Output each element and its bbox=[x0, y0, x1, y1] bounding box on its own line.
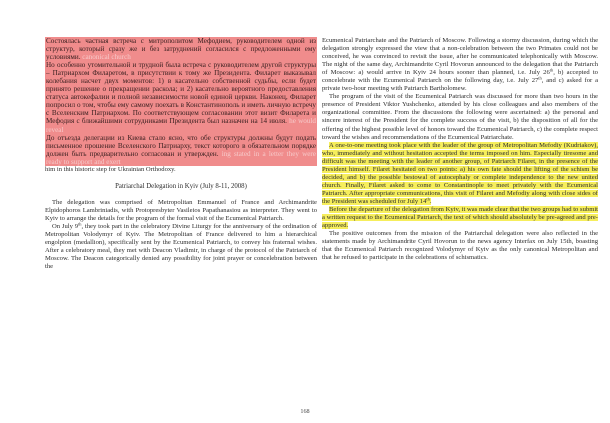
highlighted-paragraph-meeting bbox=[322, 142, 598, 206]
right-column bbox=[322, 37, 598, 262]
english-paragraph-july9 bbox=[45, 223, 317, 271]
superscript: th bbox=[426, 196, 430, 202]
text-segment: . bbox=[429, 197, 432, 205]
english-paragraph-outcomes: The positive outcomes from the mission of the Patriarchal delegation were also reflected in the statements made by Archimandrite Cyril Hovorun to the news agency Interfax on July 15th, boasting that the Ecumenical Patriarch recognized Volodymyr of Kyiv as the only canonical Metropolitan and that he refused to participate in the celebrations of schismatics. bbox=[322, 230, 598, 262]
left-column bbox=[45, 37, 317, 271]
section-heading: Patriarchal Delegation in Kyiv (July 8-11, 2008) bbox=[115, 182, 247, 190]
faded-underlying-text-1: canonical church bbox=[82, 53, 131, 62]
superscript: th bbox=[78, 221, 82, 227]
faded-underlying-text-3: ing stated in a letter they were ready to support and exert bbox=[46, 149, 316, 166]
text-segment: Ecumenical Patriarchate and the Patriarch of Moscow. Following a stormy discussion, during which the delegation strongly expressed the view that a non-celebration between the two Primates could not be conceived, he was convinced to revisit the issue, after he communicated telephonically with Moscow. The night of the same day, Archimandrite Cyril Hovorun announced to the delegation that the Patriarch of Moscow: a) would arrive in Kyiv 24 hours sooner than planned, i.e. July 26 bbox=[322, 37, 598, 77]
russian-paragraph-1 bbox=[45, 37, 317, 61]
page-number: 168 bbox=[300, 408, 310, 415]
highlighted-paragraph-departure bbox=[322, 206, 598, 230]
yellow-highlight bbox=[322, 142, 598, 205]
russian-paragraph-2 bbox=[45, 61, 317, 133]
text-segment: , and c) asked for a private two-hour meeting with Patriarch Bartholomew. bbox=[322, 77, 599, 93]
yellow-highlight: Before the departure of the delegation from Kyiv, it was made clear that the two groups had to submit a written request to the Ecumenical Patriarch, the text of which should absolutely be pre-agreed and pre-approved. bbox=[322, 205, 598, 230]
english-paragraph-program: The program of the visit of the Ecumenical Patriarch was discussed for more than two hours in the presence of President Viktor Yushchenko, attended by his close colleagues and also members of the organizational committee. From the discussions the following were ascertained: a) the personal and sincere interest of the President for the complete success of the visit, b) the disposition of all for the offering of the highest possible level of honors toward the Ecumenical Patriarch, c) the complete respect toward the wishes and recommendations of the Ecumenical Patriarchate. bbox=[322, 93, 598, 141]
faded-underlying-text-2: he would reveal bbox=[46, 117, 316, 134]
text-segment: , b) accepted to concelebrate with the Ecumenical Patriarch on the following day, i.e. July 27 bbox=[322, 69, 598, 85]
russian-text-3: До отъезда делегации из Киева стало ясно, что обе структуры должны будут подать письменное прошение Вселенского Патриарху, текст которого в обязательном порядке должен быть предварительно согласован и утвержден. bbox=[46, 133, 316, 158]
russian-paragraph-3 bbox=[45, 134, 317, 166]
text-segment: A one-to-one meeting took place with the leader of the group of Metropolitan Mefodiy (Kudriakov), who, immediately and without hesitation accepted the terms imposed on him. Especially tiresome and difficult was the meeting with the leader of another group, of Patriarch Filaret, in the presence of the President himself. Filaret hesitated on two points: a) his own fate should the lifting of the schism be decided, and b) the possible bestowal of autocephaly or complete independence to the new united church. Finally, Filaret asked to come to Constantinople to meet privately with the Ecumenical Patriarch. After appropriate communications, this visit of Filaret and Mefodiy along with close sides of the President was scheduled for July 14 bbox=[322, 141, 598, 205]
english-paragraph-delegation: The delegation was comprised of Metropolitan Emmanuel of France and Archimandrite Elpidophoros Lambriniadis, with Protopresbyter Vasileios Papathanasiou as interpreter. They went to Kyiv to arrange the details for the program of the formal visit of the Ecumenical Patriarch. bbox=[45, 198, 317, 222]
english-paragraph-end: him in this historic step for Ukrainian Orthodoxy. bbox=[45, 165, 176, 173]
russian-text-2: Но особенно утомительной и трудной была встреча с руководителем другой структуры – Патриархом Филаретом, в присутствии к тому же Президента. Филарет выказывал колебания насчет двух моментов: 1) в касательно собственной судьбы, если будет принято решение о прекращении раскола; и 2) касательно вероятного предоставления статуса автокефалии и полной независимости новой единой церкви. Наконец, Филарет попросил о том, чтобы ему самому поехать в Константинополь и иметь личную встречу с Вселенским Патриархом. По соответствующем согласовании этот визит Филарета и Мефодия с ближайшими сотрудниками Президента был назначен на 14 июля. bbox=[46, 61, 316, 126]
text-segment: , they took part in the celebratory Divine Liturgy for the anniversary of the ordination of Metropolitan Volodymyr of Kyiv. The Metropolitan of France delivered to him a hierarchical engolpion (medallion), specifically sent by the Ecumenical Patriarch, to convey his fraternal wishes. After a celebratory meal, they met with Deacon Vladimir, in charge of the protocol of the Patriarch of Moscow. The Deacon categorically denied any possibility for joint prayer or concelebration between the bbox=[45, 222, 317, 271]
english-paragraph-moscow bbox=[322, 37, 598, 93]
text-segment: On July 9 bbox=[52, 222, 79, 230]
superscript: th bbox=[549, 67, 554, 73]
superscript: th bbox=[538, 75, 542, 81]
russian-text-1: Состоялась частная встреча с митрополитом Мефодием, руководителем одной из структур, который сразу же и без затруднений согласился с предложенными ему условиями. bbox=[46, 37, 316, 62]
